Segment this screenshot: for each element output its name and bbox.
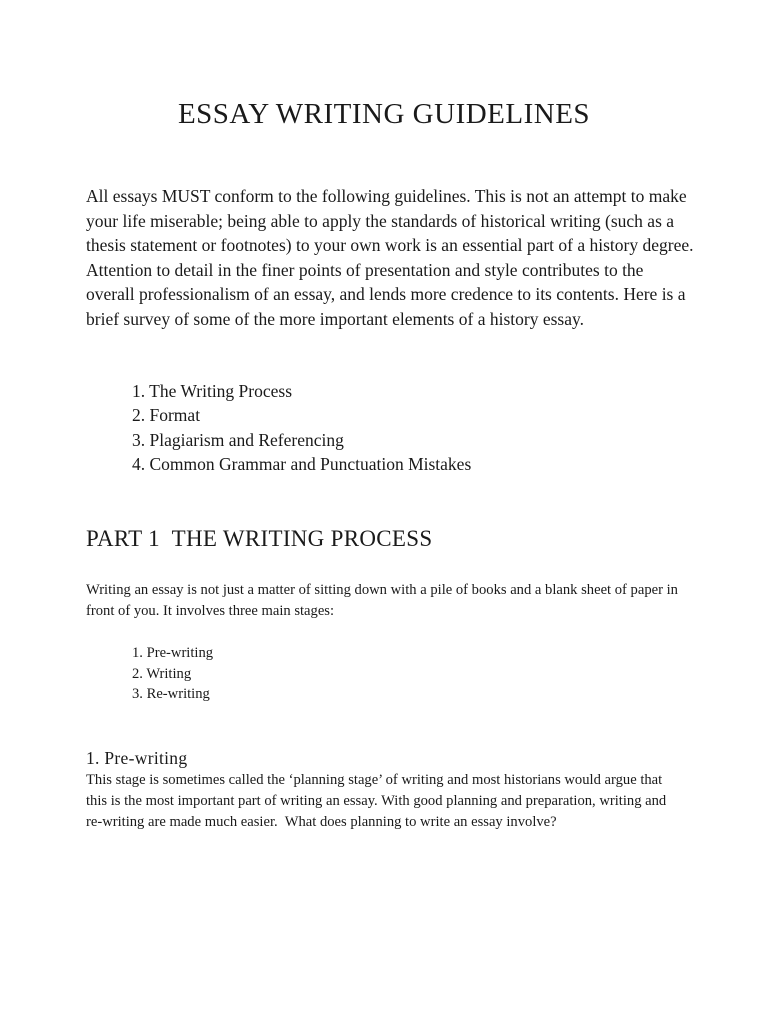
intro-paragraph: All essays MUST conform to the following guidelines. This is not an attempt to make your life miserable; being able to apply the standards of historical writing (such as a thesis statement or footnotes) to your own work is an essential part of a history degree. Attention to detail in the finer points of presentation and style contributes to the overall professionalism of an essay, and lends more credence to its contents. Here is a brief survey of some of the more important elements of a history essay. bbox=[86, 186, 694, 329]
toc-item: 2. Format bbox=[132, 405, 201, 426]
writing-stages-list bbox=[132, 643, 213, 705]
toc-item: 1. The Writing Process bbox=[132, 381, 293, 401]
toc-item: 4. Common Grammar and Punctuation Mistakes bbox=[132, 454, 472, 475]
table-of-contents bbox=[132, 379, 471, 477]
prewriting-paragraph: This stage is sometimes called the ‘planning stage’ of writing and most historians would argue that this is the most important part of writing an essay. With good planning and preparation, writing and re-writing are made much easier. What does planning to write an essay involve? bbox=[86, 772, 670, 831]
stage-item: 2. Writing bbox=[132, 665, 192, 682]
part1-intro-paragraph: Writing an essay is not just a matter of sitting down with a pile of books and a blank sheet of paper in front of you. It involves three main stages: bbox=[86, 582, 678, 619]
part1-heading: PART 1 THE WRITING PROCESS bbox=[86, 526, 433, 551]
toc-item: 3. Plagiarism and Referencing bbox=[132, 429, 344, 450]
document-title: ESSAY WRITING GUIDELINES bbox=[177, 98, 591, 130]
prewriting-heading: 1. Pre-writing bbox=[86, 748, 188, 768]
stage-item: 3. Re-writing bbox=[132, 686, 210, 703]
stage-item: 1. Pre-writing bbox=[132, 645, 214, 661]
